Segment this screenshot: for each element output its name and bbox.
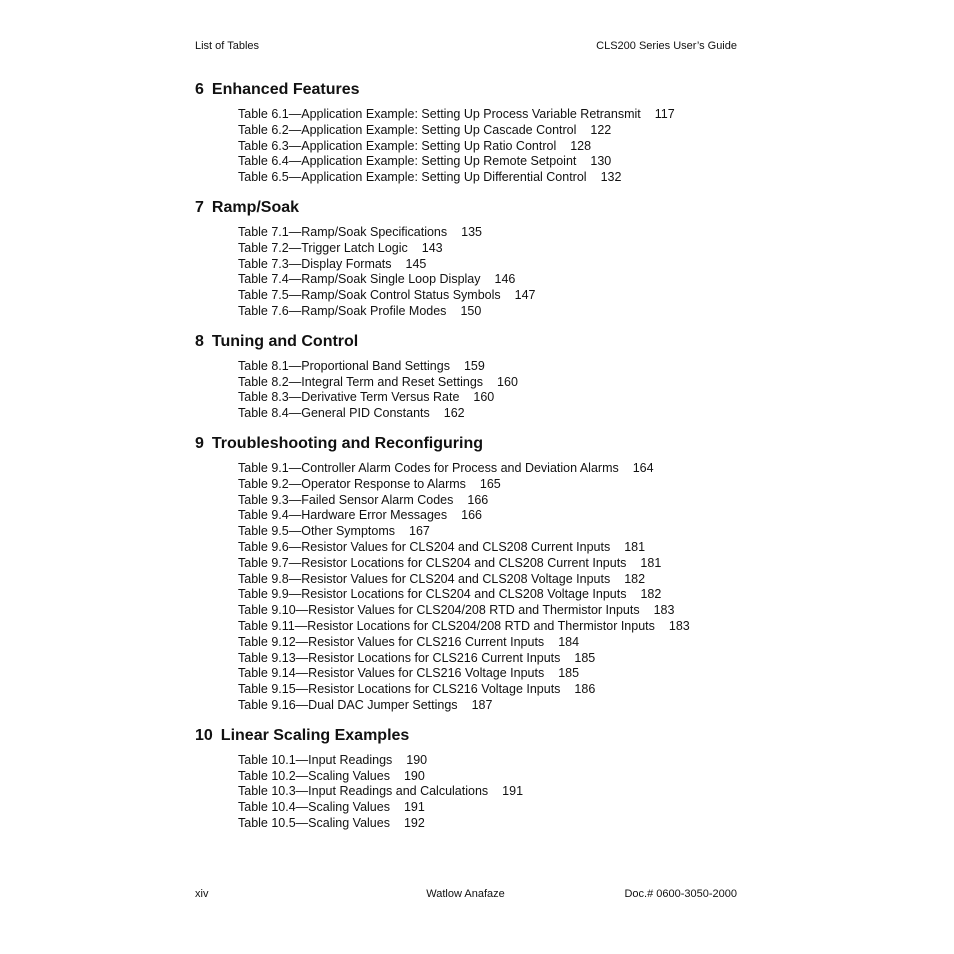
- footer-publisher: Watlow Anafaze: [426, 888, 505, 900]
- entry-page-number: 183: [668, 618, 690, 633]
- entry-page-number: 185: [558, 666, 580, 681]
- toc-entry[interactable]: [238, 139, 755, 155]
- entry-title: Table 6.4—Application Example: Setting Up Remote Setpoint: [238, 154, 577, 169]
- toc-section: [195, 332, 755, 422]
- entry-page-number: 166: [467, 492, 489, 507]
- entry-page-number: 165: [479, 476, 501, 491]
- section-number: 8: [195, 332, 204, 350]
- toc-entry[interactable]: [238, 753, 755, 769]
- entry-page-number: 145: [405, 256, 427, 271]
- list-of-tables: [195, 80, 755, 844]
- entry-page-number: 128: [570, 138, 592, 153]
- entry-page-number: 167: [409, 524, 430, 539]
- toc-entry[interactable]: [238, 375, 755, 391]
- entry-page-number: 190: [403, 768, 425, 783]
- entry-title: Table 9.11—Resistor Locations for CLS204/208 RTD and Thermistor Inputs: [238, 618, 655, 633]
- entry-title: Table 6.5—Application Example: Setting Up Differential Control: [238, 170, 587, 185]
- doc-number: Doc.# 0600-3050-2000: [624, 888, 737, 900]
- toc-entry[interactable]: [238, 406, 755, 422]
- entry-title: Table 7.4—Ramp/Soak Single Loop Display: [238, 272, 481, 287]
- section-number: 6: [195, 81, 204, 98]
- entry-title: Table 6.3—Application Example: Setting Up Ratio Control: [238, 138, 557, 153]
- toc-entry[interactable]: [238, 123, 755, 139]
- toc-entry[interactable]: [238, 666, 755, 682]
- entry-title: Table 9.4—Hardware Error Messages: [238, 508, 448, 523]
- entry-page-number: 182: [624, 571, 646, 586]
- toc-entry[interactable]: [238, 272, 755, 288]
- entry-title: Table 9.12—Resistor Values for CLS216 Current Inputs: [238, 634, 545, 649]
- entry-page-number: 164: [632, 460, 654, 475]
- toc-entry[interactable]: [238, 619, 755, 635]
- entry-page-number: 183: [653, 603, 675, 618]
- section-title: Linear Scaling Examples: [220, 726, 410, 744]
- entry-title: Table 10.4—Scaling Values: [238, 800, 390, 815]
- toc-entry[interactable]: [238, 508, 755, 524]
- table-entry-list: [238, 107, 755, 186]
- entry-title: Table 7.5—Ramp/Soak Control Status Symbols: [238, 288, 501, 303]
- entry-title: Table 9.9—Resistor Locations for CLS204 and CLS208 Voltage Inputs: [238, 587, 627, 602]
- toc-entry[interactable]: [238, 170, 755, 186]
- entry-page-number: 187: [471, 697, 493, 712]
- entry-title: Table 9.3—Failed Sensor Alarm Codes: [238, 492, 454, 507]
- entry-title: Table 9.8—Resistor Values for CLS204 and CLS208 Voltage Inputs: [238, 571, 611, 586]
- section-number: 10: [195, 726, 213, 744]
- entry-title: Table 10.5—Scaling Values: [238, 815, 390, 830]
- toc-entry[interactable]: [238, 769, 755, 785]
- toc-entry[interactable]: [238, 587, 755, 603]
- entry-title: Table 8.1—Proportional Band Settings: [238, 358, 450, 373]
- entry-page-number: 192: [403, 815, 425, 830]
- entry-title: Table 9.16—Dual DAC Jumper Settings: [238, 697, 458, 712]
- toc-entry[interactable]: [238, 540, 755, 556]
- toc-entry[interactable]: [238, 524, 755, 540]
- entry-page-number: 146: [494, 272, 516, 287]
- entry-page-number: 150: [460, 303, 482, 318]
- entry-page-number: 191: [403, 800, 425, 815]
- entry-title: Table 6.1—Application Example: Setting Up Process Variable Retransmit: [238, 107, 641, 121]
- section-number: 9: [195, 434, 204, 452]
- section-number: 7: [195, 198, 204, 216]
- toc-entry[interactable]: [238, 556, 755, 572]
- entry-title: Table 10.1—Input Readings: [238, 752, 393, 767]
- entry-page-number: 184: [558, 634, 580, 649]
- running-header-left: List of Tables: [195, 40, 260, 52]
- entry-page-number: 190: [406, 752, 428, 767]
- table-entry-list: [238, 359, 755, 422]
- section-title: Troubleshooting and Reconfiguring: [211, 434, 483, 452]
- entry-page-number: 191: [502, 784, 524, 799]
- toc-entry[interactable]: [238, 359, 755, 375]
- entry-title: Table 7.6—Ramp/Soak Profile Modes: [238, 303, 447, 318]
- entry-title: Table 10.3—Input Readings and Calculations: [238, 784, 489, 799]
- entry-page-number: 181: [640, 555, 662, 570]
- toc-section: [195, 726, 755, 832]
- entry-page-number: 122: [590, 122, 612, 137]
- entry-title: Table 10.2—Scaling Values: [238, 768, 390, 783]
- entry-page-number: 160: [497, 374, 518, 389]
- toc-entry[interactable]: [238, 107, 755, 123]
- toc-entry[interactable]: [238, 572, 755, 588]
- toc-entry[interactable]: [238, 390, 755, 406]
- section-heading: [195, 434, 755, 454]
- entry-title: Table 7.3—Display Formats: [238, 256, 392, 271]
- entry-title: Table 7.1—Ramp/Soak Specifications: [238, 224, 448, 239]
- section-title: Ramp/Soak: [211, 198, 300, 216]
- section-title: Tuning and Control: [211, 332, 359, 350]
- entry-page-number: 143: [421, 240, 443, 255]
- entry-page-number: 166: [461, 508, 482, 523]
- entry-title: Table 8.3—Derivative Term Versus Rate: [238, 390, 460, 405]
- toc-section: [195, 198, 755, 320]
- entry-page-number: 117: [654, 107, 675, 121]
- table-entry-list: [238, 753, 755, 832]
- entry-title: Table 9.13—Resistor Locations for CLS216 Current Inputs: [238, 650, 561, 665]
- toc-entry[interactable]: [238, 257, 755, 273]
- toc-entry[interactable]: [238, 816, 755, 832]
- toc-entry[interactable]: [238, 288, 755, 304]
- toc-entry[interactable]: [238, 651, 755, 667]
- toc-entry[interactable]: [238, 698, 755, 714]
- toc-entry[interactable]: [238, 225, 755, 241]
- entry-title: Table 9.5—Other Symptoms: [238, 524, 396, 539]
- entry-page-number: 185: [574, 650, 596, 665]
- entry-title: Table 9.14—Resistor Values for CLS216 Voltage Inputs: [238, 666, 545, 681]
- entry-title: Table 9.2—Operator Response to Alarms: [238, 476, 466, 491]
- entry-title: Table 6.2—Application Example: Setting Up Cascade Control: [238, 122, 577, 137]
- table-entry-list: [238, 461, 755, 714]
- entry-title: Table 9.15—Resistor Locations for CLS216 Voltage Inputs: [238, 682, 561, 697]
- entry-title: Table 8.2—Integral Term and Reset Settings: [238, 374, 484, 389]
- toc-section: [195, 434, 755, 714]
- running-header-right: CLS200 Series User’s Guide: [596, 40, 737, 52]
- toc-entry[interactable]: [238, 800, 755, 816]
- entry-page-number: 182: [640, 587, 662, 602]
- entry-page-number: 160: [473, 390, 495, 405]
- entry-title: Table 9.7—Resistor Locations for CLS204 and CLS208 Current Inputs: [238, 555, 627, 570]
- entry-page-number: 147: [514, 288, 536, 303]
- toc-entry[interactable]: [238, 304, 755, 320]
- entry-page-number: 132: [600, 170, 622, 185]
- entry-page-number: 186: [574, 682, 596, 697]
- entry-title: Table 9.10—Resistor Values for CLS204/208 RTD and Thermistor Inputs: [238, 603, 640, 618]
- toc-entry[interactable]: [238, 241, 755, 257]
- section-heading: [195, 332, 755, 352]
- table-entry-list: [238, 225, 755, 320]
- toc-entry[interactable]: [238, 682, 755, 698]
- entry-title: Table 7.2—Trigger Latch Logic: [238, 240, 408, 255]
- section-title: Enhanced Features: [211, 81, 360, 98]
- toc-entry[interactable]: [238, 461, 755, 477]
- entry-title: Table 9.6—Resistor Values for CLS204 and CLS208 Current Inputs: [238, 539, 611, 554]
- section-heading: [195, 726, 755, 746]
- page-number: xiv: [195, 888, 209, 900]
- toc-entry[interactable]: [238, 784, 755, 800]
- toc-entry[interactable]: [238, 477, 755, 493]
- toc-entry[interactable]: [238, 635, 755, 651]
- entry-title: Table 8.4—General PID Constants: [238, 406, 430, 421]
- entry-page-number: 181: [624, 539, 646, 554]
- toc-entry[interactable]: [238, 154, 755, 170]
- entry-page-number: 159: [463, 358, 485, 373]
- toc-section: [195, 80, 755, 186]
- section-heading: [195, 198, 755, 218]
- toc-entry[interactable]: [238, 493, 755, 509]
- entry-page-number: 130: [590, 154, 612, 169]
- toc-entry[interactable]: [238, 603, 755, 619]
- section-heading: [195, 80, 755, 100]
- entry-title: Table 9.1—Controller Alarm Codes for Process and Deviation Alarms: [238, 460, 619, 475]
- entry-page-number: 135: [461, 224, 482, 239]
- entry-page-number: 162: [443, 406, 465, 421]
